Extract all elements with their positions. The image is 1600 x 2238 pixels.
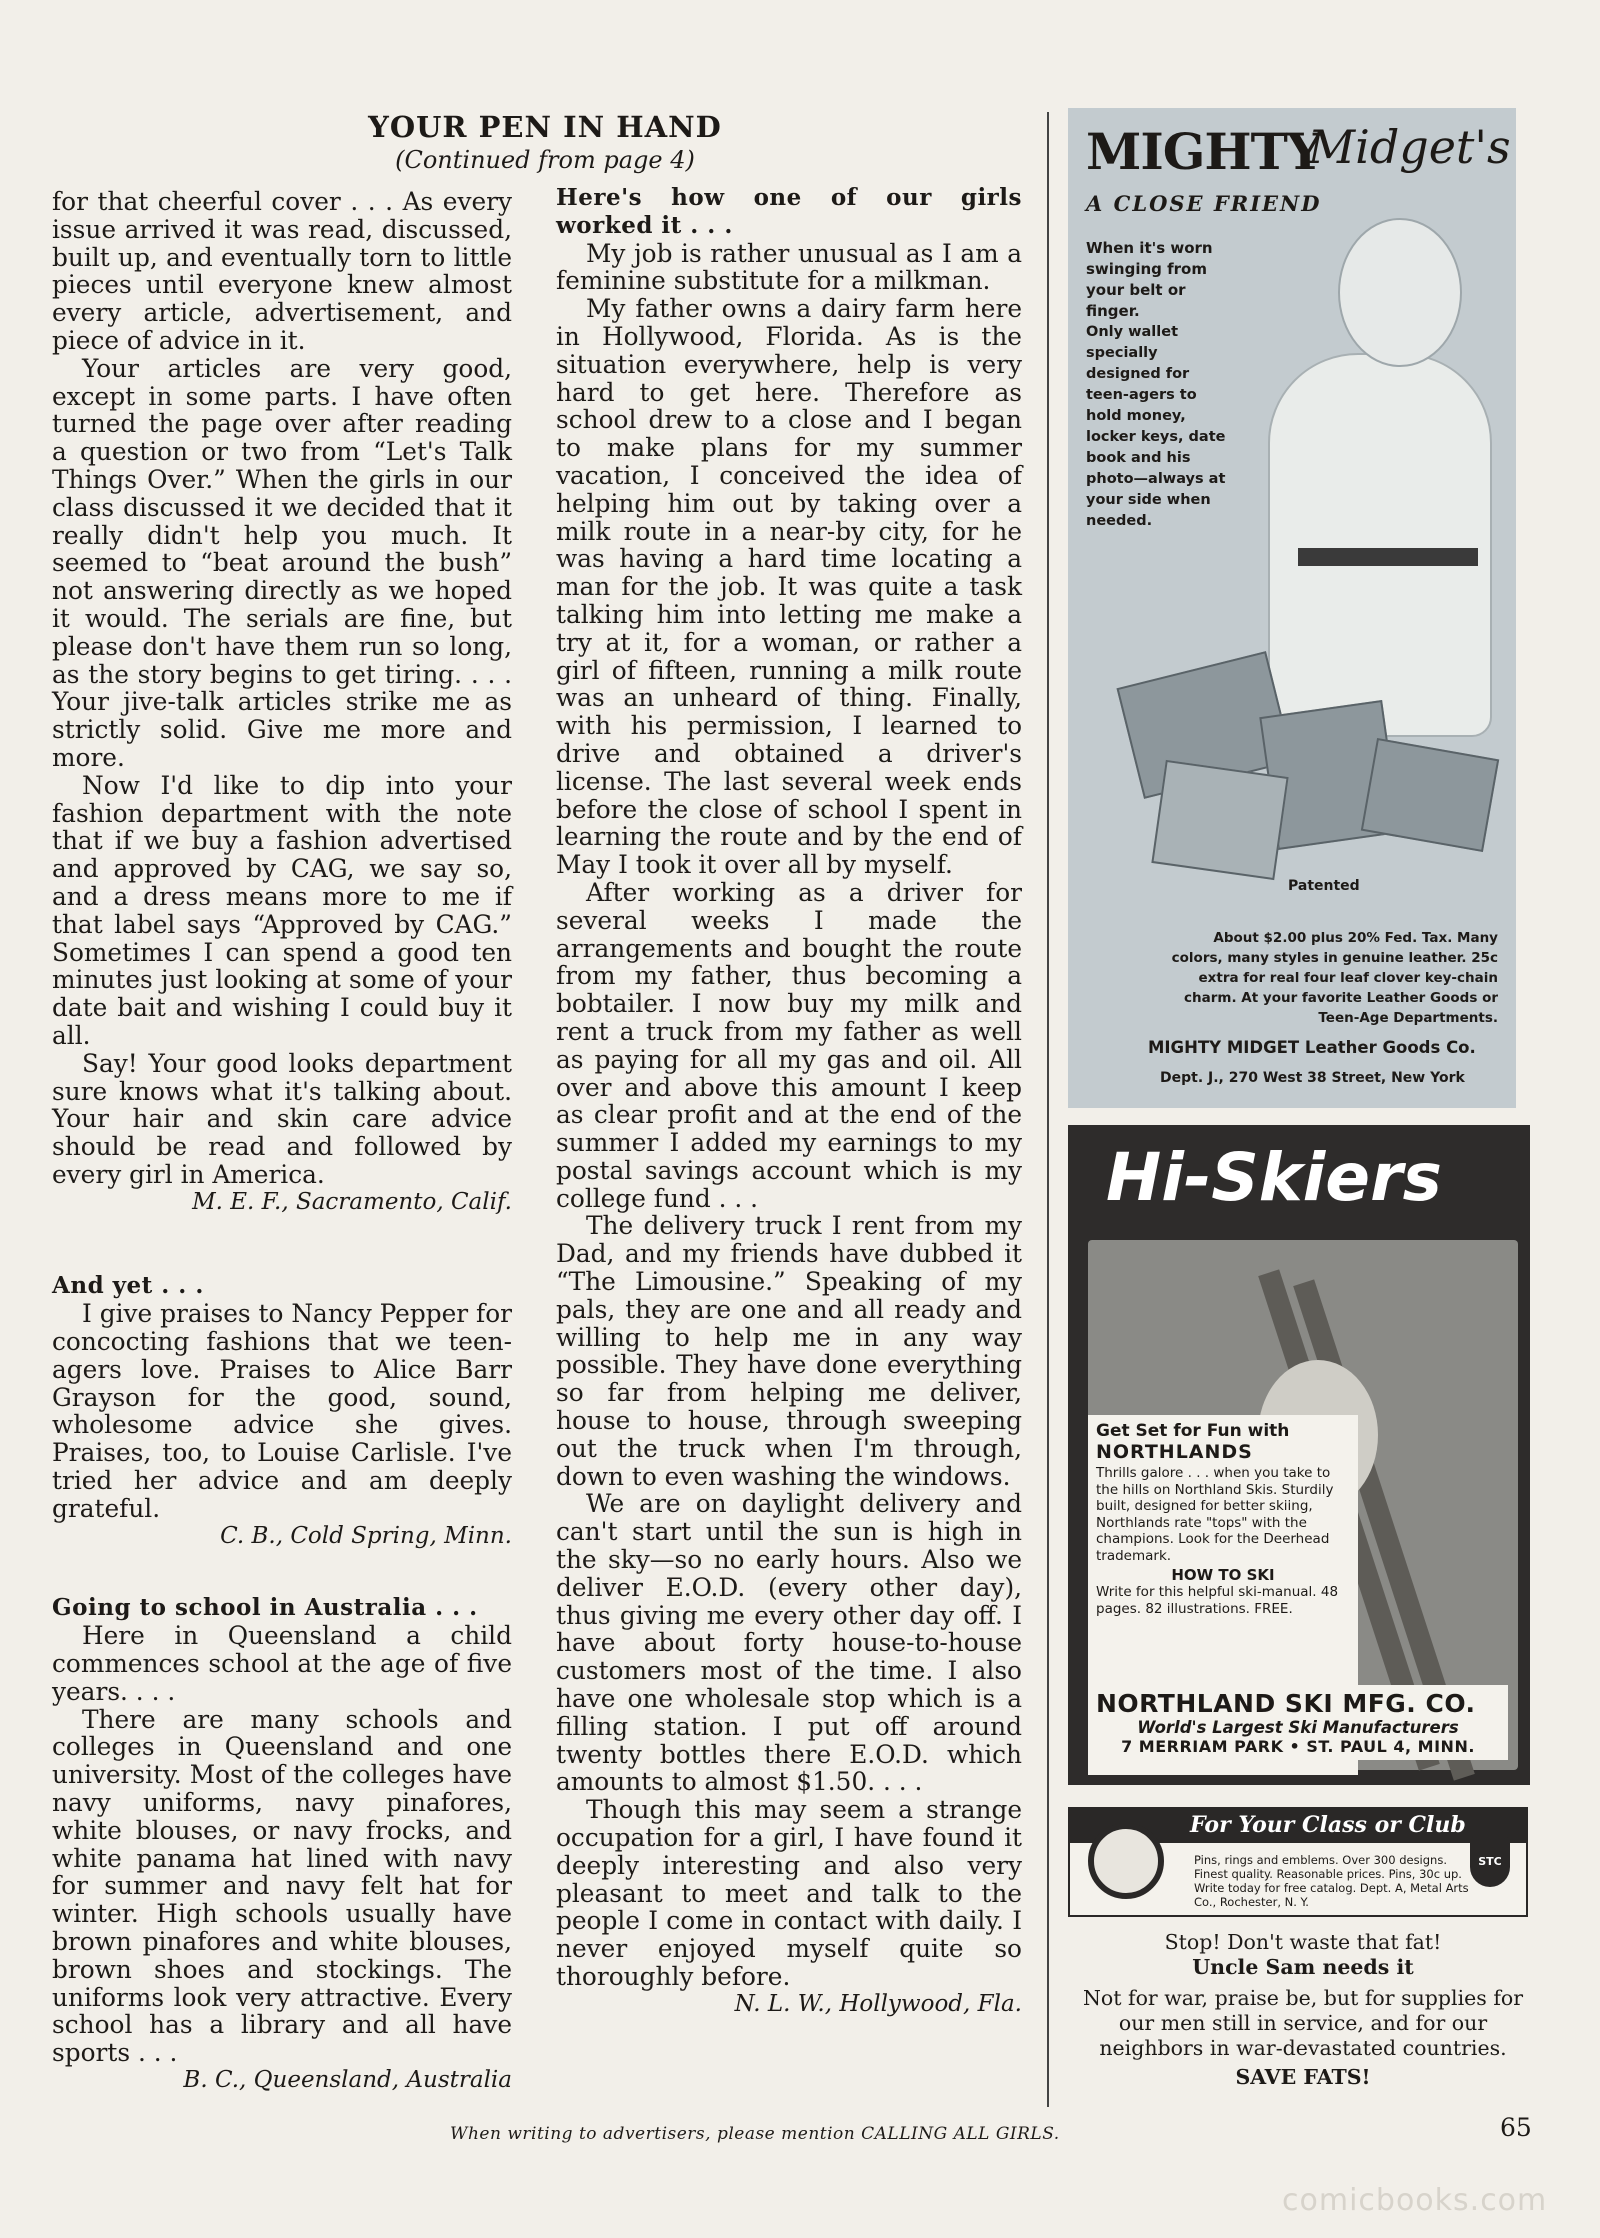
class-club-ad bbox=[1068, 1807, 1528, 1917]
ad-blurb-lead: When it's worn swinging from your belt or finger. bbox=[1086, 239, 1213, 320]
letter-paragraph: I give praises to Nancy Pepper for concocting fashions that we teen-agers love. Praises to Alice Barr Grayson for the good, sound, wholesome advice she gives. Praises, too, to Louise Carlisle. I've tried her advice and am deeply grateful. bbox=[52, 1299, 512, 1523]
letter-signature: B. C., Queensland, Australia bbox=[183, 2067, 512, 2093]
girl-illustration bbox=[1268, 353, 1492, 737]
section-title: Here's how one of our girls worked it . . . bbox=[556, 184, 1022, 239]
page-number: 65 bbox=[1500, 2113, 1532, 2142]
letter-paragraph: We are on daylight delivery and can't start until the sun is high in the sky—so no early hours. Also we deliver E.O.D. (every other day), thus giving me every other day off. I have about forty house-to-house customers most of the time. I also have one wholesale stop which is a filling station. I put off around twenty bottles there E.O.D. which amounts to almost $1.50. . . . bbox=[556, 1489, 1022, 1797]
ad-howto: HOW TO SKI bbox=[1171, 1566, 1275, 1584]
letter-signature: N. L. W., Hollywood, Fla. bbox=[734, 1990, 1022, 2017]
letters-column-2 bbox=[556, 184, 1022, 2019]
letter-paragraph: There are many schools and colleges in Queensland and one university. Most of the colleges have navy uniforms, navy pinafores, white blouses, or navy frocks, and white panama hat lined with navy for summer and navy felt hat for winter. High schools usually have brown pinafores and white blouses, brown shoes and stockings. The uniforms look very attractive. Every school has a library and all have sports . . . bbox=[52, 1704, 512, 2068]
ad-blurb bbox=[1086, 238, 1236, 532]
ad-company-tagline: World's Largest Ski Manufacturers bbox=[1137, 1718, 1459, 1737]
article-title: YOUR PEN IN HAND bbox=[368, 110, 722, 144]
notice-line: SAVE FATS! bbox=[1235, 2065, 1371, 2089]
ad-price-text: About $2.00 plus 20% Fed. Tax. Many colors, many styles in genuine leather. 25c extra for real four leaf clover key-chain charm. At your favorite Leather Goods or Teen-Age Departments. bbox=[1171, 930, 1498, 1026]
ad-brand-script: Midget's bbox=[1308, 120, 1511, 174]
letter-paragraph: The delivery truck I rent from my Dad, and my friends have dubbed it “The Limousine.” Speaking of my pals, they are one and all ready and willing to help me in any way possible. They have done everything so far from helping me deliver, house to house, through sweeping out the truck when I'm through, down to even washing the windows. bbox=[556, 1211, 1022, 1491]
section-title: Going to school in Australia . . . bbox=[52, 1594, 478, 1622]
letter-paragraph: Though this may seem a strange occupation for a girl, I have found it deeply interesting and also very pleasant to meet and talk to the people I come in contact with daily. I never enjoyed myself quite so thoroughly before. bbox=[556, 1795, 1022, 1991]
ad-address: Dept. J., 270 West 38 Street, New York bbox=[1160, 1070, 1465, 1086]
letter-paragraph: for that cheerful cover . . . As every issue arrived it was read, discussed, built up, and eventually torn to little pieces until everyone knew almost every article, advertisement, and piece of advice in it. bbox=[52, 187, 512, 355]
notice-line: Stop! Don't waste that fat! bbox=[1164, 1930, 1442, 1954]
ad-howto-body: Write for this helpful ski-manual. 48 pages. 82 illustrations. FREE. bbox=[1096, 1584, 1339, 1617]
ad-slogan: For Your Class or Club bbox=[1190, 1812, 1466, 1838]
shield-icon: STC bbox=[1470, 1837, 1510, 1887]
save-fats-notice bbox=[1068, 1930, 1538, 2090]
watermark: comicbooks.com bbox=[1282, 2183, 1548, 2218]
letter-signature: M. E. F., Sacramento, Calif. bbox=[192, 1188, 512, 1215]
footer-note: When writing to advertisers, please mention CALLING ALL GIRLS. bbox=[450, 2124, 1060, 2144]
letter-paragraph: My job is rather unusual as I am a feminine substitute for a milkman. bbox=[556, 238, 1022, 296]
ad-company-address: 7 MERRIAM PARK • ST. PAUL 4, MINN. bbox=[1121, 1737, 1475, 1756]
ad-maker: MIGHTY MIDGET Leather Goods Co. bbox=[1148, 1038, 1476, 1057]
ad-copy-title: Get Set for Fun with bbox=[1096, 1421, 1290, 1441]
letter-paragraph: Say! Your good looks department sure knows what it's talking about. Your hair and skin care advice should be read and followed by every girl in America. bbox=[52, 1048, 512, 1189]
letter-paragraph: My father owns a dairy farm here in Hollywood, Florida. As is the situation everywhere, help is very hard to get here. Therefore as school drew to a close and I began to make plans for my summer vacation, I conceived the idea of helping him out by taking over a milk route in a near-by city, for he was having a hard time locating a man for the job. It was quite a task talking him into letting me make a try at it, for a woman, or rather a girl of fifteen, running a milk route was an unheard of thing. Finally, with his permission, I learned to drive and obtained a driver's license. The last several week ends before the close of school I spent in learning the route and by the end of May I took it over all by myself. bbox=[556, 294, 1022, 880]
wallet-illustration bbox=[1151, 760, 1288, 880]
letter-paragraph: Your articles are very good, except in some parts. I have often turned the page over after reading a question or two from “Let's Talk Things Over.” When the girls in our class discussed it we decided that it really didn't help you much. It seemed to “beat around the bush” not answering directly as we hoped it would. The serials are fine, but please don't have them run so long, as the story begins to get tiring. . . . Your jive-talk articles strike me as strictly solid. Give me more and more. bbox=[52, 353, 512, 772]
belt-illustration bbox=[1298, 548, 1478, 566]
ad-details: Pins, rings and emblems. Over 300 designs. Finest quality. Reasonable prices. Pins, 30c up. Write today for free catalog. Dept. A, Metal Arts Co., Rochester, N. Y. bbox=[1194, 1853, 1469, 1909]
mighty-midget-ad bbox=[1068, 108, 1516, 1108]
ad-company: NORTHLAND SKI MFG. CO. bbox=[1096, 1689, 1476, 1718]
ad-blurb-body: Only wallet specially designed for teen-agers to hold money, locker keys, date book and his photo—always at your side when needed. bbox=[1086, 324, 1226, 529]
ring-icon bbox=[1088, 1823, 1164, 1899]
continued-note: (Continued from page 4) bbox=[395, 146, 695, 174]
girl-head-illustration bbox=[1338, 218, 1462, 367]
ad-tagline: A CLOSE FRIEND bbox=[1086, 191, 1322, 216]
column-divider bbox=[1047, 112, 1049, 2107]
patented-label: Patented bbox=[1288, 878, 1360, 894]
letter-paragraph: Here in Queensland a child commences school at the age of five years. . . . bbox=[52, 1621, 512, 1706]
ad-company-block bbox=[1088, 1685, 1508, 1760]
letter-paragraph: After working as a driver for several weeks I made the arrangements and bought the route from my father, thus becoming a bobtailer. I now buy my milk and rent a truck from my father as well as paying for all my gas and oil. All over and above this amount I keep as clear profit and at the end of the summer I added my earnings to my postal savings account which is my college fund . . . bbox=[556, 877, 1022, 1213]
ad-brand: MIGHTY bbox=[1086, 122, 1322, 181]
section-title: And yet . . . bbox=[52, 1272, 204, 1300]
ad-headline: Hi-Skiers bbox=[1106, 1139, 1442, 1216]
article-heading bbox=[230, 110, 860, 174]
northland-ski-ad bbox=[1068, 1125, 1530, 1785]
letters-column-1 bbox=[52, 188, 512, 2095]
notice-line: Uncle Sam needs it bbox=[1192, 1955, 1414, 1979]
notice-line: Not for war, praise be, but for supplies for our men still in service, and for our neighbors in war-devastated countries. bbox=[1082, 1986, 1524, 2060]
letter-signature: C. B., Cold Spring, Minn. bbox=[220, 1522, 512, 1549]
ad-copy-brand: NORTHLANDS bbox=[1096, 1441, 1253, 1463]
ad-copy-body: Thrills galore . . . when you take to the hills on Northland Skis. Sturdily built, designed for better skiing, Northlands rate "tops" with the champions. Look for the Deerhead trademark. bbox=[1096, 1465, 1334, 1564]
letter-paragraph: Now I'd like to dip into your fashion department with the note that if we buy a fashion advertised and approved by CAG, we say so, and a dress means more to me if that label says “Approved by CAG.” Sometimes I can spend a good ten minutes just looking at some of your date bait and wishing I could buy it all. bbox=[52, 770, 512, 1050]
